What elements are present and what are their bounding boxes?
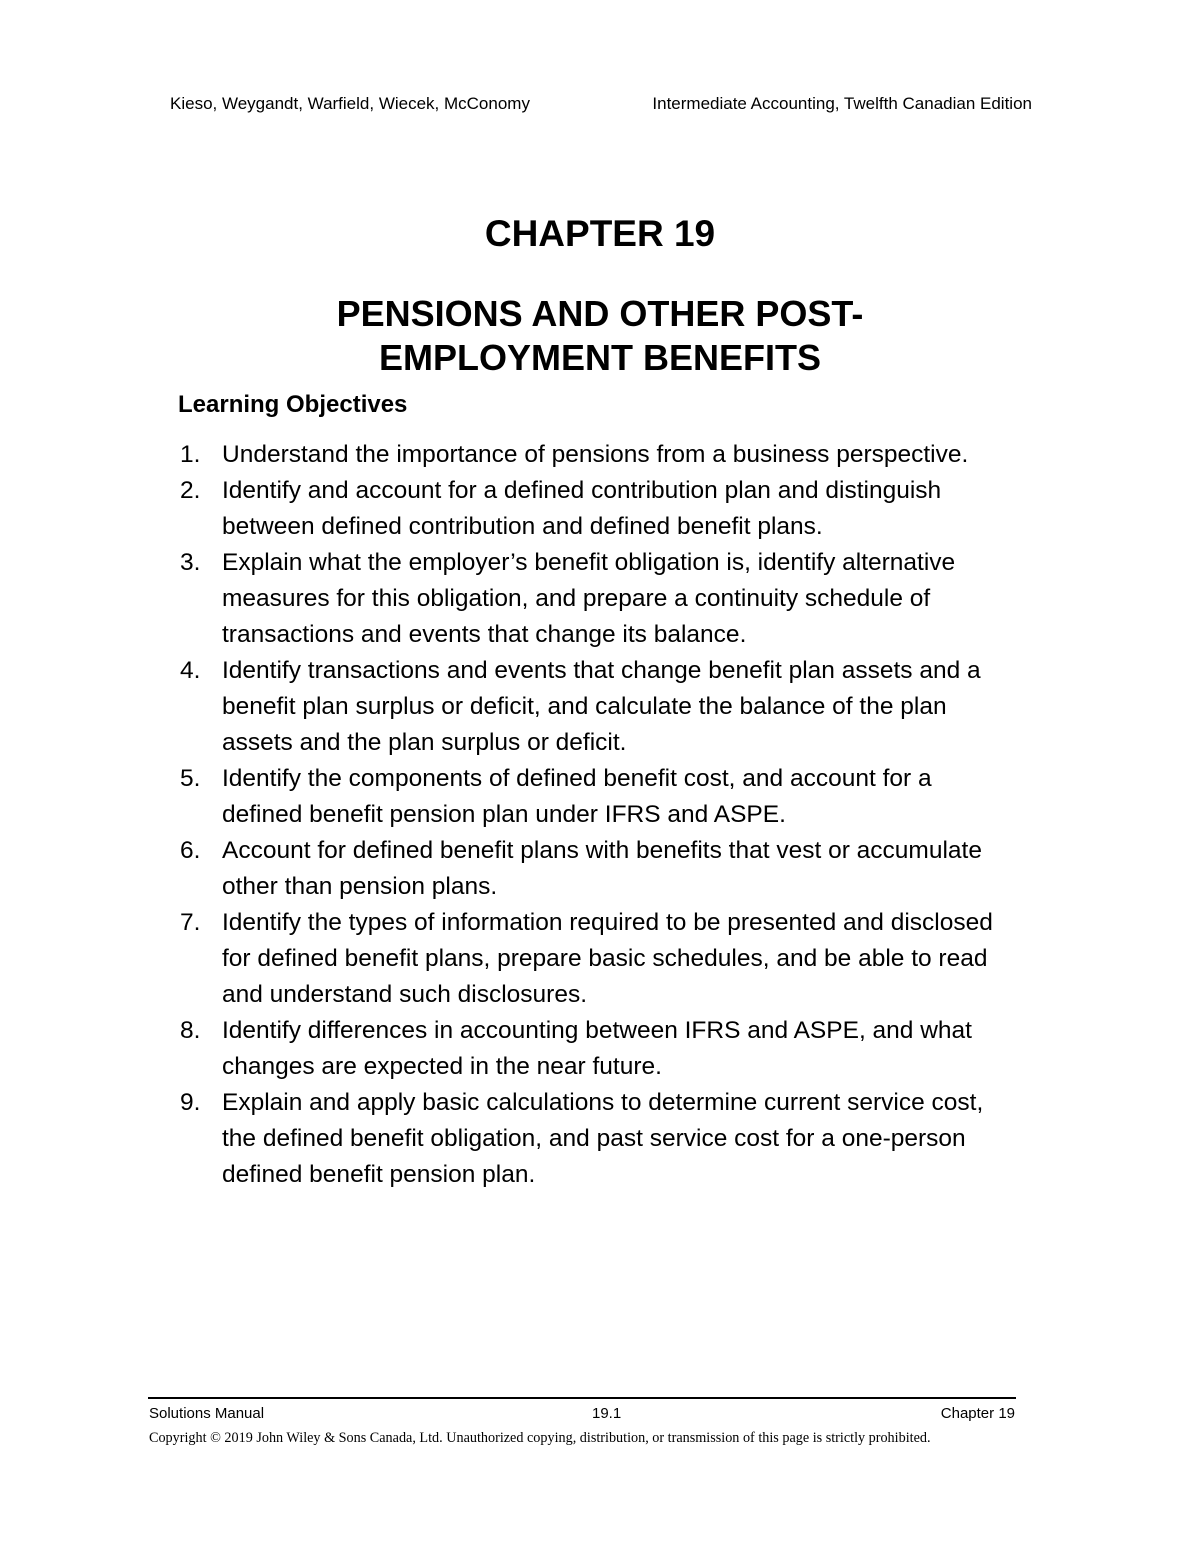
objective-item [178,1013,998,1085]
objective-item [178,905,998,1013]
objective-item [178,761,998,833]
header-book-title: Intermediate Accounting, Twelfth Canadian Edition [652,94,1032,113]
objective-number: 8. [180,1017,201,1044]
objective-item [178,1085,998,1193]
objective-text: Account for defined benefit plans with benefits that vest or accumulate other than pension plans. [222,837,982,900]
objective-number: 7. [180,909,201,936]
objective-number: 4. [180,657,201,684]
objective-text: Identify the components of defined benefit cost, and account for a defined benefit pension plan under IFRS and ASPE. [222,765,932,828]
objective-number: 2. [180,477,201,504]
objective-text: Explain and apply basic calculations to determine current service cost, the defined benefit obligation, and past service cost for a one-person defined benefit pension plan. [222,1089,984,1188]
objective-text: Identify transactions and events that change benefit plan assets and a benefit plan surplus or deficit, and calculate the balance of the plan assets and the plan surplus or deficit. [222,657,981,756]
objective-number: 5. [180,765,201,792]
objective-item [178,473,998,545]
copyright-notice: Copyright © 2019 John Wiley & Sons Canada, Ltd. Unauthorized copying, distribution, or transmission of this page is strictly prohibited. [149,1430,931,1446]
objective-text: Identify and account for a defined contribution plan and distinguish between defined contribution and defined benefit plans. [222,477,942,540]
chapter-title: CHAPTER 19 [484,213,716,254]
chapter-subtitle-line-2: EMPLOYMENT BENEFITS [378,337,822,378]
footer-chapter: Chapter 19 [940,1405,1015,1422]
objective-item [178,833,998,905]
footer-manual-name: Solutions Manual [149,1405,265,1422]
objective-number: 6. [180,837,201,864]
objective-item [178,437,998,473]
objective-number: 1. [180,441,201,468]
learning-objectives-heading: Learning Objectives [178,391,408,418]
learning-objectives-list [178,437,998,1193]
chapter-subtitle-line-1: PENSIONS AND OTHER POST- [336,293,864,334]
objective-text: Identify the types of information required to be presented and disclosed for defined benefit plans, prepare basic schedules, and be able to read and understand such disclosures. [222,909,993,1008]
objective-number: 9. [180,1089,201,1116]
objective-item [178,653,998,761]
objective-text: Explain what the employer’s benefit obligation is, identify alternative measures for this obligation, and prepare a continuity schedule of transactions and events that change its balance. [222,549,956,648]
objective-text: Understand the importance of pensions from a business perspective. [222,441,969,468]
footer-page-number: 19.1 [592,1405,622,1422]
objective-text: Identify differences in accounting between IFRS and ASPE, and what changes are expected in the near future. [222,1017,972,1080]
objective-number: 3. [180,549,201,576]
header-authors: Kieso, Weygandt, Warfield, Wiecek, McConomy [170,94,530,113]
footer-divider [148,1397,1016,1399]
objective-item [178,545,998,653]
chapter-subtitle [0,292,1200,380]
